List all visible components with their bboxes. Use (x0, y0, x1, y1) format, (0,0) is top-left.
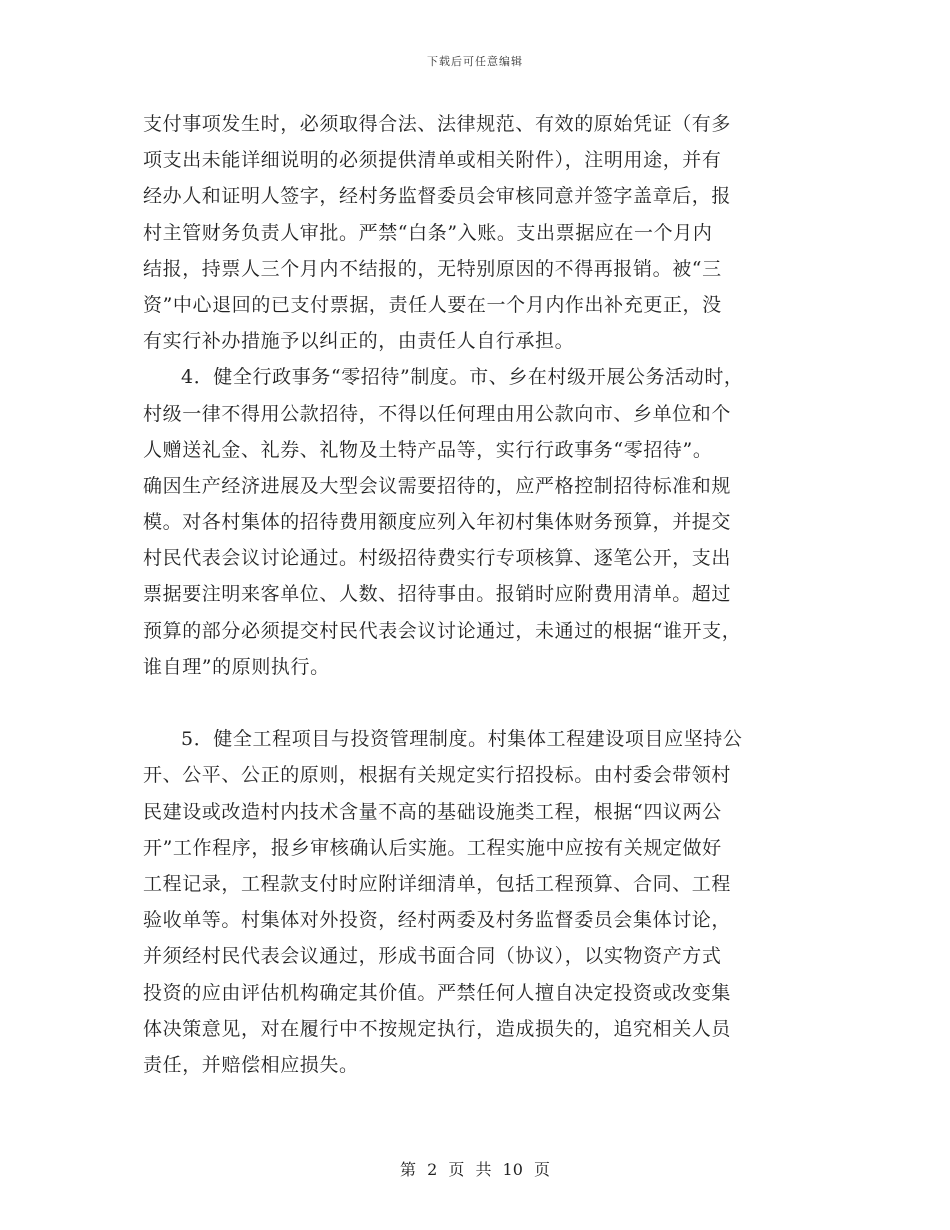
text-line: 并须经村民代表会议通过，形成书面合同（协议），以实物资产方式 (143, 945, 722, 968)
text-line: 村主管财务负责人审批。严禁“白条”入账。支出票据应在一个月内 (143, 221, 713, 244)
text-line: 结报，持票人三个月内不结报的，无特别原因的不得再报销。被“三 (143, 257, 722, 280)
paragraph-payment-vouchers (143, 106, 823, 359)
text-line: 预算的部分必须提交村民代表会议讨论通过，未通过的根据“谁开支， (143, 619, 742, 642)
text-line: 支付事项发生时，必须取得合法、法律规范、有效的原始凭证（有多 (143, 113, 732, 135)
text-line: 模。对各村集体的招待费用额度应列入年初村集体财务预算，并提交 (143, 511, 732, 534)
paragraph-zero-reception (143, 359, 823, 721)
text-line: 资”中心退回的已支付票据，责任人要在一个月内作出补充更正，没 (143, 293, 722, 316)
text-line: 责任，并赔偿相应损失。 (143, 1053, 359, 1076)
page-number-footer: 第 2 页 共 10 页 (400, 1160, 550, 1179)
text-line: 4．健全行政事务“零招待”制度。市、乡在村级开展公务活动时， (181, 366, 744, 389)
text-line: 村民代表会议讨论通过。村级招待费实行专项核算、逐笔公开，支出 (143, 547, 732, 570)
text-line: 工程记录，工程款支付时应附详细清单，包括工程预算、合同、工程 (143, 872, 732, 895)
text-line: 村级一律不得用公款招待，不得以任何理由用公款向市、乡单位和个 (143, 402, 732, 425)
text-line: 5．健全工程项目与投资管理制度。村集体工程建设项目应坚持公 (181, 728, 743, 751)
text-line: 确因生产经济进展及大型会议需要招待的，应严格控制招待标准和规 (143, 474, 732, 497)
page-header: 下载后可任意编辑 (427, 55, 523, 68)
text-line: 经办人和证明人签字，经村务监督委员会审核同意并签字盖章后，报 (143, 185, 732, 208)
text-line: 开”工作程序，报乡审核确认后实施。工程实施中应按有关规定做好 (143, 836, 722, 859)
text-line: 民建设或改造村内技术含量不高的基础设施类工程，根据“四议两公 (143, 800, 722, 823)
text-line: 体决策意见，对在履行中不按规定执行，造成损失的，追究相关人员 (143, 1017, 732, 1040)
text-line: 有实行补办措施予以纠正的，由责任人自行承担。 (143, 330, 575, 353)
text-line: 验收单等。村集体对外投资，经村两委及村务监督委员会集体讨论， (143, 909, 732, 932)
text-line: 开、公平、公正的原则，根据有关规定实行招投标。由村委会带领村 (143, 764, 732, 787)
document-body (143, 106, 823, 1083)
text-line: 项支出未能详细说明的必须提供清单或相关附件），注明用途，并有 (143, 149, 722, 172)
text-line: 投资的应由评估机构确定其价值。严禁任何人擅自决定投资或改变集 (143, 981, 732, 1004)
text-line: 人赠送礼金、礼券、礼物及土特产品等，实行行政事务“零招待”。 (143, 438, 713, 461)
paragraph-project-investment (143, 721, 823, 1083)
text-line: 谁自理”的原则执行。 (143, 655, 330, 678)
text-line: 票据要注明来客单位、人数、招待事由。报销时应附费用清单。超过 (143, 583, 732, 606)
text-line (143, 685, 823, 721)
